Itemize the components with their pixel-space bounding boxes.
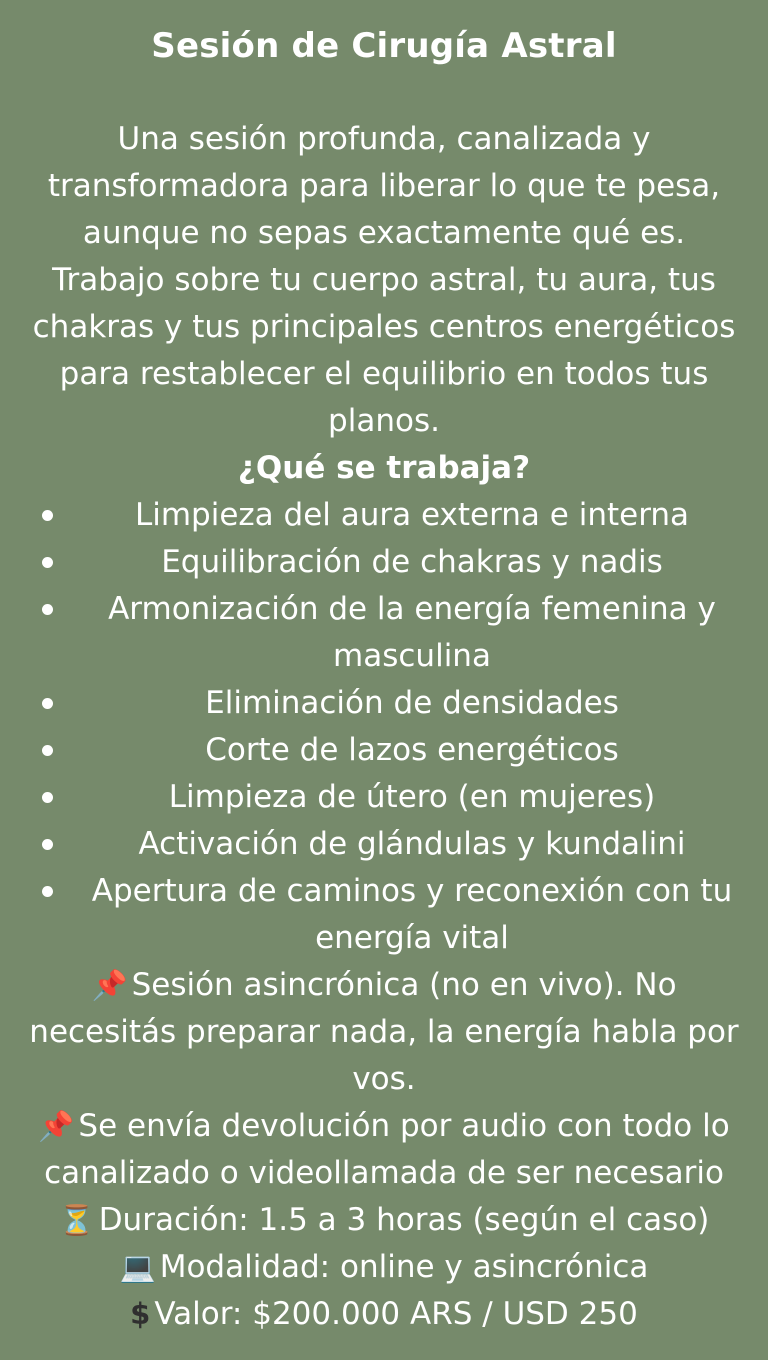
treatment-list <box>24 492 744 962</box>
section-heading: ¿Qué se trabaja? <box>237 450 531 486</box>
list-item-text: Limpieza de útero (en mujeres) <box>168 779 656 815</box>
dollar-icon: $ <box>130 1297 151 1331</box>
hourglass-icon: ⏳ <box>58 1203 95 1237</box>
page-title: Sesión de Cirugía Astral <box>151 26 617 66</box>
list-item <box>24 774 744 821</box>
async-note-text: Sesión asincrónica (no en vivo). No necesitás preparar nada, la energía habla por vos. <box>29 967 739 1097</box>
list-item-text: Equilibración de chakras y nadis <box>161 544 663 580</box>
modality-note <box>24 1244 744 1291</box>
feedback-note-text: Se envía devolución por audio con todo lo canalizado o videollamada de ser necesario <box>44 1108 730 1191</box>
price-note-text: Valor: $200.000 ARS / USD 250 <box>154 1296 638 1332</box>
bullet-icon <box>42 792 53 803</box>
bullet-icon <box>42 886 53 897</box>
bullet-icon <box>42 557 53 568</box>
bullet-icon <box>42 745 53 756</box>
list-item-text: Limpieza del aura externa e interna <box>134 497 690 533</box>
bullet-icon <box>42 839 53 850</box>
feedback-note <box>24 1103 744 1197</box>
list-item <box>24 680 744 727</box>
list-item-text: Armonización de la energía femenina y masculina <box>108 591 716 674</box>
list-item-text: Eliminación de densidades <box>205 685 619 721</box>
list-item <box>24 821 744 868</box>
list-item <box>24 492 744 539</box>
laptop-icon: 💻 <box>119 1250 156 1284</box>
modality-note-text: Modalidad: online y asincrónica <box>159 1249 649 1285</box>
bullet-icon <box>42 510 53 521</box>
list-item-text: Corte de lazos energéticos <box>205 732 619 768</box>
async-note <box>24 962 744 1103</box>
list-item <box>24 868 744 962</box>
price-note <box>24 1291 744 1338</box>
list-item-text: Activación de glándulas y kundalini <box>138 826 686 862</box>
pushpin-icon: 📌 <box>91 968 128 1002</box>
pushpin-icon: 📌 <box>38 1109 75 1143</box>
intro-text: Una sesión profunda, canalizada y transformadora para liberar lo que te pesa, aunque no sepas exactamente qué es. Trabajo sobre tu cuerpo astral, tu aura, tus chakras y tus principales centros energéticos para restablecer el equilibrio en todos tus planos. <box>32 121 736 439</box>
duration-note-text: Duración: 1.5 a 3 horas (según el caso) <box>98 1202 710 1238</box>
bullet-icon <box>42 698 53 709</box>
list-item-text: Apertura de caminos y reconexión con tu energía vital <box>91 873 733 956</box>
bullet-icon <box>42 604 53 615</box>
list-item <box>24 727 744 774</box>
list-item <box>24 586 744 680</box>
list-item <box>24 539 744 586</box>
duration-note <box>24 1197 744 1244</box>
